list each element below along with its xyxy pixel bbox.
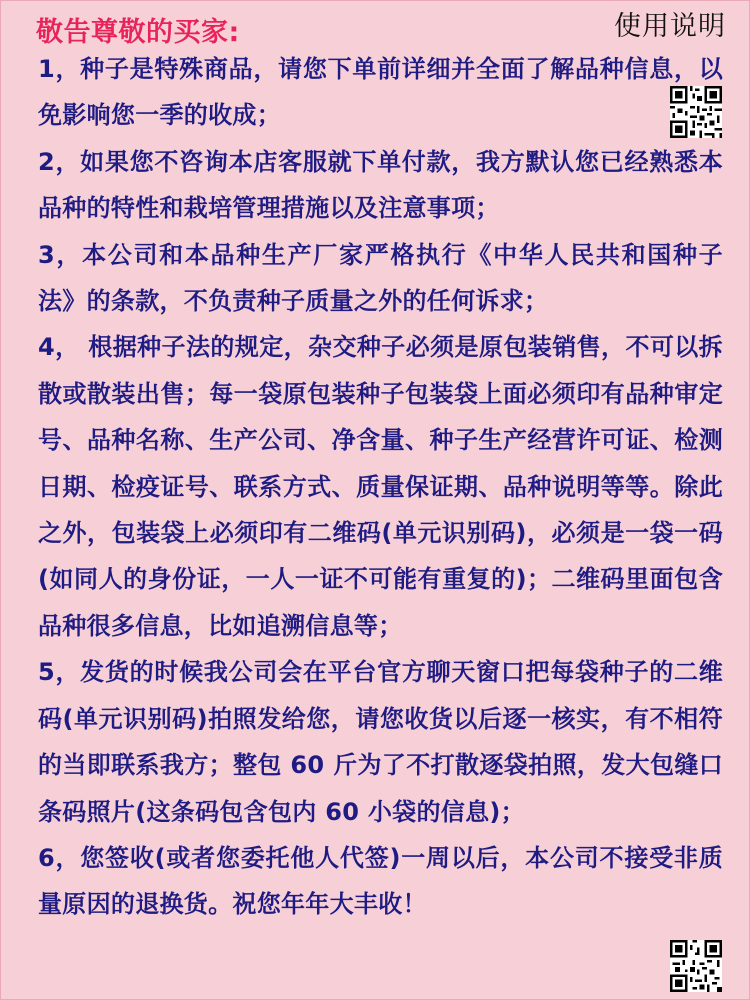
qr-code-icon — [670, 86, 722, 138]
notice-item-3: 3，本公司和本品种生产厂家严格执行《中华人民共和国种子法》的条款，不负责种子质量之外的任何诉求； — [38, 240, 723, 316]
notice-item-6: 6，您签收(或者您委托他人代签)一周以后，本公司不接受非质量原因的退换货。祝您年年大丰收！ — [38, 843, 723, 919]
greeting-heading: 敬告尊敬的买家: — [36, 17, 240, 48]
qr-code-icon — [670, 940, 722, 992]
manual-label: 使用说明 — [614, 11, 726, 42]
notice-item-4: 4， 根据种子法的规定，杂交种子必须是原包装销售，不可以拆散或散装出售；每一袋原包装种子包装袋上面必须印有品种审定号、品种名称、生产公司、净含量、种子生产经营许可证、检测日期、检疫证号、联系方式、质量保证期、品种说明等等。除此之外，包装袋上必须印有二维码(单元识别码)，必须是一袋一码(如同人的身份证，一人一证不可能有重复的)；二维码里面包含品种很多信息，比如追溯信息等； — [38, 333, 723, 640]
notice-item-2: 2，如果您不咨询本店客服就下单付款，我方默认您已经熟悉本品种的特性和栽培管理措施以及注意事项； — [38, 147, 723, 223]
notice-item-1: 1，种子是特殊商品，请您下单前详细并全面了解品种信息，以免影响您一季的收成； — [38, 55, 723, 130]
notice-item-5: 5，发货的时候我公司会在平台官方聊天窗口把每袋种子的二维码(单元识别码)拍照发给您，请您收货以后逐一核实，有不相符的当即联系我方；整包 60 斤为了不打散逐袋拍照，发大包缝口条码照片(这条码包含包内 60 小袋的信息)； — [38, 658, 723, 826]
notice-body — [38, 46, 723, 928]
